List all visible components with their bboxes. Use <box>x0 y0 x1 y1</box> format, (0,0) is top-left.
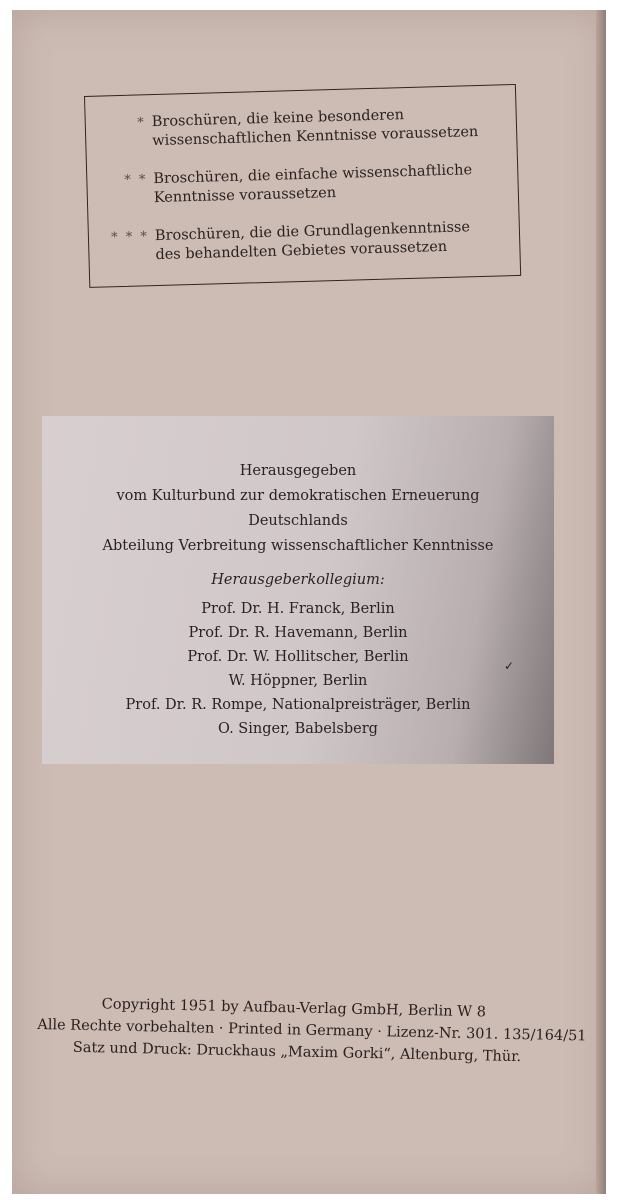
publisher-info-box <box>42 416 554 764</box>
star-rating-icon: * * <box>124 172 148 188</box>
star-rating-icon: * * * <box>110 229 150 246</box>
pencil-check-mark-icon: ✓ <box>504 659 515 673</box>
book-page <box>12 10 606 1194</box>
star-rating-icon: * <box>137 115 146 131</box>
publisher-organization: vom Kulturbund zur demokratischen Erneuerung <box>116 488 480 504</box>
board-member: Prof. Dr. R. Havemann, Berlin <box>188 625 408 641</box>
legend-item-three-stars <box>103 217 504 266</box>
board-member: O. Singer, Babelsberg <box>218 721 378 737</box>
legend-item-one-star <box>100 103 501 152</box>
legend-text: Broschüren, die die Grundlagenkenntnisse des behandelten Gebietes voraussetzen <box>154 219 471 264</box>
publisher-country: Deutschlands <box>248 513 348 529</box>
legend-item-two-stars <box>101 160 502 209</box>
board-member: Prof. Dr. H. Franck, Berlin <box>201 601 395 617</box>
board-member: W. Höppner, Berlin <box>228 673 368 689</box>
board-member: Prof. Dr. W. Hollitscher, Berlin <box>187 649 409 665</box>
board-member: Prof. Dr. R. Rompe, Nationalpreisträger, Berlin <box>125 697 471 713</box>
legend-text: Broschüren, die keine besonderen wissenschaftlichen Kenntnisse voraussetzen <box>151 107 479 150</box>
publisher-department: Abteilung Verbreitung wissenschaftlicher Kenntnisse <box>102 538 494 554</box>
copyright-line: Copyright 1951 by Aufbau-Verlag GmbH, Berlin W 8 <box>101 996 487 1021</box>
editorial-board-title: Herausgeberkollegium: <box>211 572 385 588</box>
printer-line: Satz und Druck: Druckhaus „Maxim Gorki“, Altenburg, Thür. <box>72 1039 522 1066</box>
difficulty-legend-box <box>84 84 521 288</box>
publisher-heading: Herausgegeben <box>239 463 357 479</box>
legend-text: Broschüren, die einfache wissenschaftliche Kenntnisse voraussetzen <box>153 162 473 207</box>
imprint-block <box>37 992 598 1070</box>
rights-line: Alle Rechte vorbehalten · Printed in Germany · Lizenz-Nr. 301. 135/164/51 <box>37 1016 587 1045</box>
